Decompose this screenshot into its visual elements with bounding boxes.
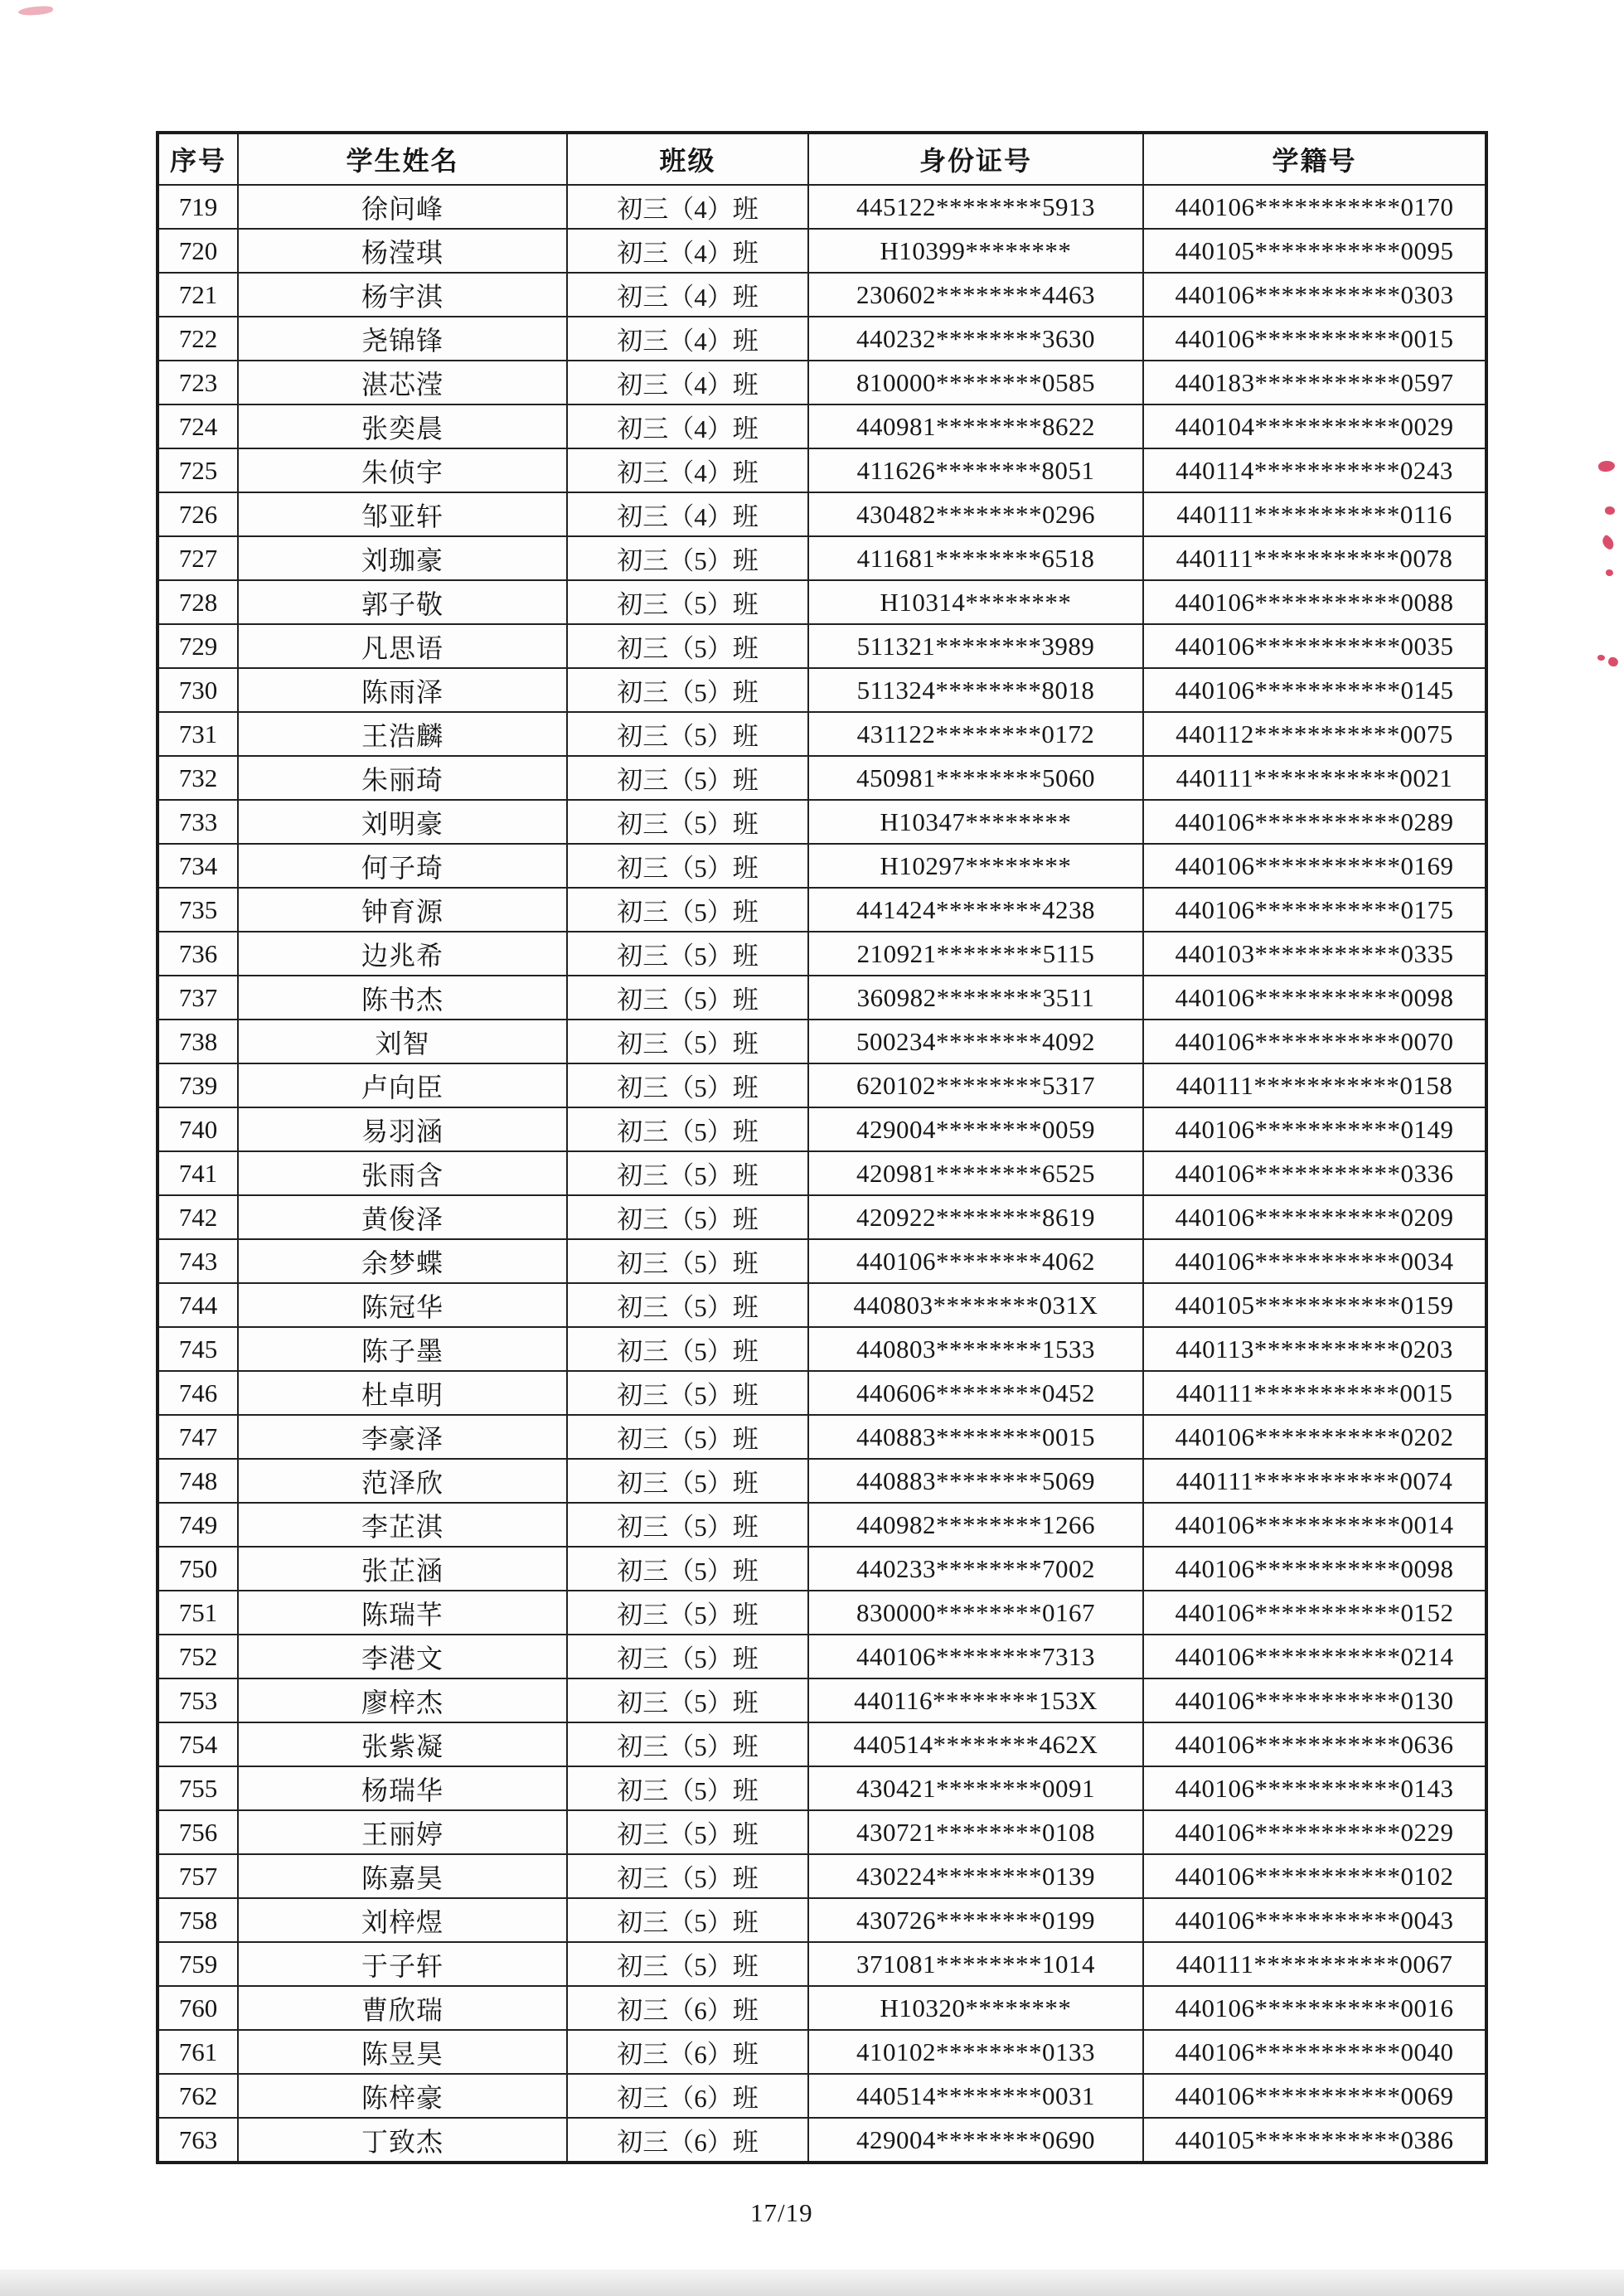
cell-student-registration-number: 440106***********0303 <box>1143 273 1486 317</box>
cell-id-card-number: H10347******** <box>808 800 1143 844</box>
cell-serial-number: 748 <box>158 1459 238 1503</box>
cell-class: 初三（5）班 <box>567 1020 808 1063</box>
cell-student-name: 杜卓明 <box>238 1371 567 1415</box>
cell-student-name: 朱侦宇 <box>238 448 567 492</box>
cell-serial-number: 743 <box>158 1239 238 1283</box>
cell-serial-number: 739 <box>158 1063 238 1107</box>
cell-id-card-number: 620102********5317 <box>808 1063 1143 1107</box>
red-ink-mark <box>1597 655 1605 661</box>
cell-id-card-number: 411681********6518 <box>808 536 1143 580</box>
table-row <box>158 624 1486 668</box>
cell-id-card-number: 420922********8619 <box>808 1195 1143 1239</box>
cell-serial-number: 750 <box>158 1547 238 1591</box>
cell-student-registration-number: 440111***********0116 <box>1143 492 1486 536</box>
cell-serial-number: 734 <box>158 844 238 888</box>
cell-id-card-number: H10320******** <box>808 1986 1143 2030</box>
cell-student-registration-number: 440106***********0098 <box>1143 976 1486 1020</box>
cell-id-card-number: 420981********6525 <box>808 1151 1143 1195</box>
cell-student-name: 朱丽琦 <box>238 756 567 800</box>
cell-student-registration-number: 440106***********0016 <box>1143 1986 1486 2030</box>
table-row <box>158 361 1486 404</box>
cell-student-name: 黄俊泽 <box>238 1195 567 1239</box>
cell-student-name: 徐问峰 <box>238 185 567 229</box>
cell-id-card-number: 371081********1014 <box>808 1942 1143 1986</box>
table-row <box>158 1942 1486 1986</box>
cell-id-card-number: H10314******** <box>808 580 1143 624</box>
cell-serial-number: 749 <box>158 1503 238 1547</box>
cell-student-registration-number: 440104***********0029 <box>1143 404 1486 448</box>
cell-student-name: 陈书杰 <box>238 976 567 1020</box>
table-row <box>158 1766 1486 1810</box>
cell-class: 初三（4）班 <box>567 185 808 229</box>
cell-class: 初三（5）班 <box>567 1766 808 1810</box>
cell-class: 初三（6）班 <box>567 1986 808 2030</box>
cell-id-card-number: 440803********1533 <box>808 1327 1143 1371</box>
header-row <box>158 133 1486 185</box>
cell-student-registration-number: 440106***********0070 <box>1143 1020 1486 1063</box>
cell-serial-number: 747 <box>158 1415 238 1459</box>
cell-class: 初三（6）班 <box>567 2030 808 2074</box>
cell-class: 初三（5）班 <box>567 1898 808 1942</box>
cell-student-name: 邹亚轩 <box>238 492 567 536</box>
cell-student-name: 陈雨泽 <box>238 668 567 712</box>
cell-student-registration-number: 440106***********0152 <box>1143 1591 1486 1635</box>
table-row <box>158 844 1486 888</box>
cell-class: 初三（5）班 <box>567 1195 808 1239</box>
cell-student-name: 张芷涵 <box>238 1547 567 1591</box>
cell-student-name: 凡思语 <box>238 624 567 668</box>
cell-class: 初三（5）班 <box>567 1547 808 1591</box>
cell-serial-number: 745 <box>158 1327 238 1371</box>
table-row <box>158 1063 1486 1107</box>
cell-student-name: 王浩麟 <box>238 712 567 756</box>
table-row <box>158 404 1486 448</box>
cell-class: 初三（4）班 <box>567 273 808 317</box>
cell-student-name: 丁致杰 <box>238 2118 567 2163</box>
cell-student-name: 张紫凝 <box>238 1722 567 1766</box>
cell-student-name: 张奕晨 <box>238 404 567 448</box>
cell-student-name: 李芷淇 <box>238 1503 567 1547</box>
cell-student-name: 刘智 <box>238 1020 567 1063</box>
cell-serial-number: 740 <box>158 1107 238 1151</box>
cell-student-registration-number: 440106***********0229 <box>1143 1810 1486 1854</box>
cell-class: 初三（5）班 <box>567 536 808 580</box>
cell-id-card-number: 440803********031X <box>808 1283 1143 1327</box>
cell-class: 初三（5）班 <box>567 1371 808 1415</box>
cell-class: 初三（5）班 <box>567 1678 808 1722</box>
cell-id-card-number: 210921********5115 <box>808 932 1143 976</box>
cell-student-registration-number: 440106***********0130 <box>1143 1678 1486 1722</box>
cell-class: 初三（6）班 <box>567 2118 808 2163</box>
cell-id-card-number: 500234********4092 <box>808 1020 1143 1063</box>
cell-id-card-number: 830000********0167 <box>808 1591 1143 1635</box>
cell-id-card-number: 440116********153X <box>808 1678 1143 1722</box>
cell-serial-number: 725 <box>158 448 238 492</box>
cell-student-name: 刘珈豪 <box>238 536 567 580</box>
cell-class: 初三（5）班 <box>567 1503 808 1547</box>
cell-id-card-number: 431122********0172 <box>808 712 1143 756</box>
cell-serial-number: 730 <box>158 668 238 712</box>
cell-serial-number: 733 <box>158 800 238 844</box>
cell-student-registration-number: 440111***********0158 <box>1143 1063 1486 1107</box>
table-row <box>158 1327 1486 1371</box>
cell-student-registration-number: 440111***********0015 <box>1143 1371 1486 1415</box>
header-id-card-number: 身份证号 <box>808 133 1143 185</box>
cell-class: 初三（5）班 <box>567 1459 808 1503</box>
cell-student-registration-number: 440106***********0043 <box>1143 1898 1486 1942</box>
cell-student-registration-number: 440106***********0143 <box>1143 1766 1486 1810</box>
table-row <box>158 1986 1486 2030</box>
cell-student-registration-number: 440106***********0014 <box>1143 1503 1486 1547</box>
cell-student-name: 李港文 <box>238 1635 567 1678</box>
cell-student-registration-number: 440106***********0098 <box>1143 1547 1486 1591</box>
cell-student-name: 范泽欣 <box>238 1459 567 1503</box>
table-row <box>158 1107 1486 1151</box>
cell-class: 初三（5）班 <box>567 1107 808 1151</box>
red-ink-smudge <box>18 6 54 17</box>
cell-student-name: 李豪泽 <box>238 1415 567 1459</box>
cell-student-name: 陈子墨 <box>238 1327 567 1371</box>
cell-id-card-number: 440981********8622 <box>808 404 1143 448</box>
table-row <box>158 1415 1486 1459</box>
cell-id-card-number: 440514********462X <box>808 1722 1143 1766</box>
cell-id-card-number: 440606********0452 <box>808 1371 1143 1415</box>
cell-class: 初三（5）班 <box>567 1239 808 1283</box>
cell-student-registration-number: 440112***********0075 <box>1143 712 1486 756</box>
cell-id-card-number: 445122********5913 <box>808 185 1143 229</box>
cell-serial-number: 726 <box>158 492 238 536</box>
cell-id-card-number: 440232********3630 <box>808 317 1143 361</box>
cell-student-registration-number: 440113***********0203 <box>1143 1327 1486 1371</box>
cell-serial-number: 729 <box>158 624 238 668</box>
cell-serial-number: 755 <box>158 1766 238 1810</box>
cell-serial-number: 724 <box>158 404 238 448</box>
cell-serial-number: 731 <box>158 712 238 756</box>
table-row <box>158 932 1486 976</box>
cell-id-card-number: H10297******** <box>808 844 1143 888</box>
cell-id-card-number: 450981********5060 <box>808 756 1143 800</box>
table-row <box>158 1239 1486 1283</box>
table-row <box>158 1547 1486 1591</box>
cell-student-registration-number: 440106***********0069 <box>1143 2074 1486 2118</box>
cell-class: 初三（5）班 <box>567 668 808 712</box>
cell-class: 初三（4）班 <box>567 361 808 404</box>
cell-id-card-number: 440233********7002 <box>808 1547 1143 1591</box>
cell-serial-number: 720 <box>158 229 238 273</box>
table-row <box>158 1503 1486 1547</box>
cell-class: 初三（5）班 <box>567 1591 808 1635</box>
table-row <box>158 2118 1486 2163</box>
cell-student-registration-number: 440106***********0145 <box>1143 668 1486 712</box>
student-roster-table-wrap <box>156 131 1488 2164</box>
cell-id-card-number: 410102********0133 <box>808 2030 1143 2074</box>
cell-student-registration-number: 440106***********0209 <box>1143 1195 1486 1239</box>
cell-class: 初三（5）班 <box>567 756 808 800</box>
cell-student-registration-number: 440114***********0243 <box>1143 448 1486 492</box>
cell-class: 初三（5）班 <box>567 1327 808 1371</box>
cell-id-card-number: 511321********3989 <box>808 624 1143 668</box>
cell-id-card-number: 440982********1266 <box>808 1503 1143 1547</box>
table-row <box>158 1283 1486 1327</box>
cell-student-name: 卢向臣 <box>238 1063 567 1107</box>
cell-student-registration-number: 440105***********0159 <box>1143 1283 1486 1327</box>
cell-id-card-number: 440883********0015 <box>808 1415 1143 1459</box>
cell-class: 初三（5）班 <box>567 888 808 932</box>
table-row <box>158 1371 1486 1415</box>
cell-class: 初三（5）班 <box>567 1063 808 1107</box>
table-row <box>158 976 1486 1020</box>
cell-class: 初三（4）班 <box>567 404 808 448</box>
table-row <box>158 229 1486 273</box>
table-row <box>158 1810 1486 1854</box>
cell-serial-number: 746 <box>158 1371 238 1415</box>
cell-serial-number: 723 <box>158 361 238 404</box>
table-row <box>158 1635 1486 1678</box>
cell-id-card-number: 511324********8018 <box>808 668 1143 712</box>
table-row <box>158 2030 1486 2074</box>
cell-student-registration-number: 440183***********0597 <box>1143 361 1486 404</box>
cell-student-name: 张雨含 <box>238 1151 567 1195</box>
cell-student-registration-number: 440106***********0636 <box>1143 1722 1486 1766</box>
cell-serial-number: 732 <box>158 756 238 800</box>
cell-student-registration-number: 440103***********0335 <box>1143 932 1486 976</box>
table-row <box>158 756 1486 800</box>
red-ink-mark <box>1605 506 1615 515</box>
cell-id-card-number: 440106********7313 <box>808 1635 1143 1678</box>
cell-class: 初三（5）班 <box>567 1283 808 1327</box>
cell-id-card-number: 430421********0091 <box>808 1766 1143 1810</box>
cell-id-card-number: 440883********5069 <box>808 1459 1143 1503</box>
cell-serial-number: 760 <box>158 1986 238 2030</box>
table-row <box>158 1678 1486 1722</box>
cell-student-name: 于子轩 <box>238 1942 567 1986</box>
cell-serial-number: 737 <box>158 976 238 1020</box>
cell-class: 初三（5）班 <box>567 1854 808 1898</box>
cell-serial-number: 728 <box>158 580 238 624</box>
cell-serial-number: 759 <box>158 1942 238 1986</box>
table-row <box>158 800 1486 844</box>
cell-class: 初三（5）班 <box>567 580 808 624</box>
cell-serial-number: 744 <box>158 1283 238 1327</box>
table-row <box>158 1151 1486 1195</box>
cell-student-name: 余梦蝶 <box>238 1239 567 1283</box>
cell-student-name: 陈梓豪 <box>238 2074 567 2118</box>
cell-student-registration-number: 440106***********0202 <box>1143 1415 1486 1459</box>
cell-class: 初三（5）班 <box>567 712 808 756</box>
cell-id-card-number: 430224********0139 <box>808 1854 1143 1898</box>
cell-student-registration-number: 440106***********0289 <box>1143 800 1486 844</box>
cell-student-name: 易羽涵 <box>238 1107 567 1151</box>
cell-serial-number: 741 <box>158 1151 238 1195</box>
cell-class: 初三（4）班 <box>567 448 808 492</box>
cell-serial-number: 721 <box>158 273 238 317</box>
cell-class: 初三（5）班 <box>567 1722 808 1766</box>
cell-student-registration-number: 440105***********0386 <box>1143 2118 1486 2163</box>
cell-student-registration-number: 440106***********0035 <box>1143 624 1486 668</box>
cell-id-card-number: 360982********3511 <box>808 976 1143 1020</box>
page-number: 17/19 <box>750 2198 813 2227</box>
cell-serial-number: 761 <box>158 2030 238 2074</box>
cell-student-registration-number: 440106***********0336 <box>1143 1151 1486 1195</box>
cell-class: 初三（5）班 <box>567 1942 808 1986</box>
cell-id-card-number: 429004********0059 <box>808 1107 1143 1151</box>
cell-serial-number: 727 <box>158 536 238 580</box>
header-student-name: 学生姓名 <box>238 133 567 185</box>
table-row <box>158 185 1486 229</box>
cell-student-name: 廖梓杰 <box>238 1678 567 1722</box>
cell-id-card-number: 441424********4238 <box>808 888 1143 932</box>
table-row <box>158 888 1486 932</box>
cell-id-card-number: 810000********0585 <box>808 361 1143 404</box>
cell-class: 初三（5）班 <box>567 800 808 844</box>
cell-student-registration-number: 440106***********0169 <box>1143 844 1486 888</box>
cell-student-registration-number: 440106***********0149 <box>1143 1107 1486 1151</box>
cell-student-registration-number: 440106***********0034 <box>1143 1239 1486 1283</box>
cell-student-name: 陈瑞芊 <box>238 1591 567 1635</box>
cell-student-registration-number: 440111***********0078 <box>1143 536 1486 580</box>
cell-student-registration-number: 440106***********0170 <box>1143 185 1486 229</box>
cell-serial-number: 751 <box>158 1591 238 1635</box>
table-row <box>158 448 1486 492</box>
cell-serial-number: 763 <box>158 2118 238 2163</box>
cell-id-card-number: 230602********4463 <box>808 273 1143 317</box>
cell-student-name: 刘梓煜 <box>238 1898 567 1942</box>
cell-id-card-number: 430482********0296 <box>808 492 1143 536</box>
cell-id-card-number: 429004********0690 <box>808 2118 1143 2163</box>
cell-student-name: 尧锦锋 <box>238 317 567 361</box>
cell-id-card-number: 430721********0108 <box>808 1810 1143 1854</box>
header-serial-number: 序号 <box>158 133 238 185</box>
cell-student-name: 郭子敬 <box>238 580 567 624</box>
cell-student-registration-number: 440111***********0067 <box>1143 1942 1486 1986</box>
table-row <box>158 580 1486 624</box>
cell-student-name: 王丽婷 <box>238 1810 567 1854</box>
cell-serial-number: 758 <box>158 1898 238 1942</box>
cell-student-name: 杨滢琪 <box>238 229 567 273</box>
table-row <box>158 1591 1486 1635</box>
cell-student-name: 湛芯滢 <box>238 361 567 404</box>
cell-student-name: 边兆希 <box>238 932 567 976</box>
cell-serial-number: 736 <box>158 932 238 976</box>
cell-student-name: 陈昱昊 <box>238 2030 567 2074</box>
cell-class: 初三（5）班 <box>567 1151 808 1195</box>
cell-id-card-number: 440106********4062 <box>808 1239 1143 1283</box>
cell-student-name: 陈冠华 <box>238 1283 567 1327</box>
cell-class: 初三（4）班 <box>567 229 808 273</box>
cell-class: 初三（6）班 <box>567 2074 808 2118</box>
table-row <box>158 2074 1486 2118</box>
header-class: 班级 <box>567 133 808 185</box>
cell-serial-number: 753 <box>158 1678 238 1722</box>
cell-class: 初三（5）班 <box>567 1415 808 1459</box>
cell-id-card-number: 430726********0199 <box>808 1898 1143 1942</box>
cell-serial-number: 742 <box>158 1195 238 1239</box>
student-roster-table <box>156 131 1488 2164</box>
table-row <box>158 1854 1486 1898</box>
table-row <box>158 712 1486 756</box>
table-row <box>158 492 1486 536</box>
table-row <box>158 1020 1486 1063</box>
cell-student-registration-number: 440106***********0040 <box>1143 2030 1486 2074</box>
red-ink-mark <box>1600 535 1617 551</box>
cell-student-name: 陈嘉昊 <box>238 1854 567 1898</box>
cell-serial-number: 757 <box>158 1854 238 1898</box>
red-ink-mark <box>1607 656 1619 668</box>
cell-serial-number: 738 <box>158 1020 238 1063</box>
cell-class: 初三（4）班 <box>567 317 808 361</box>
cell-class: 初三（5）班 <box>567 624 808 668</box>
cell-student-name: 曹欣瑞 <box>238 1986 567 2030</box>
table-row <box>158 273 1486 317</box>
cell-class: 初三（5）班 <box>567 1635 808 1678</box>
cell-serial-number: 754 <box>158 1722 238 1766</box>
header-student-registration-number: 学籍号 <box>1143 133 1486 185</box>
scan-edge-shadow <box>0 2269 1624 2296</box>
cell-student-registration-number: 440111***********0074 <box>1143 1459 1486 1503</box>
cell-serial-number: 752 <box>158 1635 238 1678</box>
cell-student-registration-number: 440106***********0015 <box>1143 317 1486 361</box>
table-row <box>158 1195 1486 1239</box>
cell-id-card-number: 411626********8051 <box>808 448 1143 492</box>
cell-class: 初三（5）班 <box>567 976 808 1020</box>
cell-class: 初三（4）班 <box>567 492 808 536</box>
cell-student-registration-number: 440106***********0088 <box>1143 580 1486 624</box>
cell-class: 初三（5）班 <box>567 932 808 976</box>
cell-student-name: 杨瑞华 <box>238 1766 567 1810</box>
cell-id-card-number: 440514********0031 <box>808 2074 1143 2118</box>
red-ink-mark <box>1606 569 1613 576</box>
cell-class: 初三（5）班 <box>567 1810 808 1854</box>
table-row <box>158 668 1486 712</box>
cell-serial-number: 762 <box>158 2074 238 2118</box>
cell-class: 初三（5）班 <box>567 844 808 888</box>
red-ink-mark <box>1597 460 1616 473</box>
table-row <box>158 317 1486 361</box>
cell-student-registration-number: 440106***********0175 <box>1143 888 1486 932</box>
table-row <box>158 536 1486 580</box>
cell-student-registration-number: 440106***********0102 <box>1143 1854 1486 1898</box>
cell-student-name: 钟育源 <box>238 888 567 932</box>
cell-student-registration-number: 440105***********0095 <box>1143 229 1486 273</box>
cell-serial-number: 735 <box>158 888 238 932</box>
cell-serial-number: 719 <box>158 185 238 229</box>
cell-id-card-number: H10399******** <box>808 229 1143 273</box>
cell-student-registration-number: 440111***********0021 <box>1143 756 1486 800</box>
cell-serial-number: 722 <box>158 317 238 361</box>
cell-student-name: 何子琦 <box>238 844 567 888</box>
cell-student-name: 刘明豪 <box>238 800 567 844</box>
cell-serial-number: 756 <box>158 1810 238 1854</box>
table-row <box>158 1722 1486 1766</box>
cell-student-registration-number: 440106***********0214 <box>1143 1635 1486 1678</box>
table-row <box>158 1459 1486 1503</box>
cell-student-name: 杨宇淇 <box>238 273 567 317</box>
table-row <box>158 1898 1486 1942</box>
